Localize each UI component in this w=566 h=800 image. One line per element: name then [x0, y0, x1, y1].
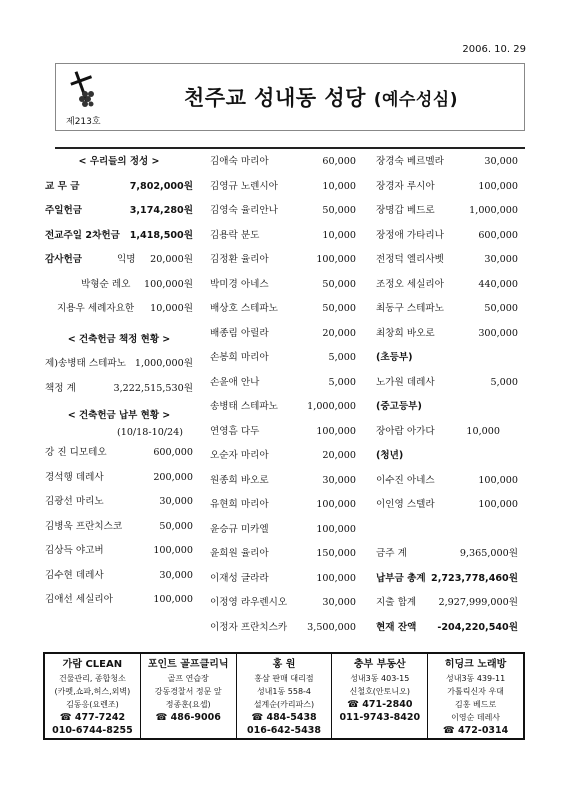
bulletin-header: [55, 63, 525, 131]
build-pay-row: 유현희 마리아 100,000: [210, 499, 356, 510]
build-pay-row: 전정덕 엘리사벳 30,000: [376, 254, 518, 265]
build-pay-row: 김광선 마리노 30,000: [45, 496, 193, 507]
build-pay-row: 연영흠 다두 100,000: [210, 425, 356, 437]
issue-number: 제213호: [66, 117, 101, 127]
build-pay-row: 김용락 분도 10,000: [210, 229, 356, 241]
total-row-paid: 납부금 총계 2,723,778,460원: [376, 572, 518, 584]
build-pay-row: 박미경 아네스 50,000: [210, 278, 356, 290]
header-divider: [55, 147, 525, 149]
column-offerings: [45, 150, 193, 613]
cross-grape-logo-icon: [65, 70, 99, 110]
ad-hongwon: 홍 원 홍삼 판매 대리점 성내1동 558-4 설계순(카리파스) ☎ 484-5438 016-642-5438: [237, 654, 333, 738]
ad-karaoke: 히딩크 노래방 성내3동 439-11 가톨릭신자 우대 김홍 베드로 이영순 데레사 ☎ 472-0314: [428, 654, 523, 738]
ad-point-golf: 포인트 골프클리닉 골프 연습장 강동경찰서 정문 앞 정종훈(요셉) ☎ 486-9006: [141, 654, 237, 738]
spacer: [376, 518, 518, 543]
sponsor-ads: [43, 652, 525, 740]
build-pay-row: 김영숙 율리안나 50,000: [210, 205, 356, 216]
total-row-week: 금주 계 9,365,000원: [376, 548, 518, 559]
title-text: 천주교 성내동 성당: [184, 86, 366, 110]
column-build-pay-continued: [210, 150, 356, 640]
build-pay-row: 장경숙 베르멜라 30,000: [376, 156, 518, 167]
issue-date: 2006. 10. 29: [462, 44, 526, 55]
build-pay-row: 오순자 마리아 20,000: [210, 450, 356, 461]
total-row-spent: 지출 합계 2,927,999,000원: [376, 597, 518, 608]
build-pay-row: 강 진 디모테오 600,000: [45, 447, 193, 458]
page-title: [184, 82, 458, 112]
build-pay-title: < 건축헌금 납부 현황 >: [67, 410, 171, 421]
phone-number: ☎ 471-2840: [347, 699, 413, 710]
build-pay-row: 이정자 프란치스카 3,500,000: [210, 621, 356, 633]
build-status-title: < 건축헌금 책정 현황 >: [67, 333, 171, 345]
build-pay-row: 원종희 바오로 30,000: [210, 474, 356, 486]
thanks-row: 감사헌금 익명 20,000원: [45, 254, 193, 265]
ad-realty: 충부 부동산 성내3동 403-15 신철호(안토니오) ☎ 471-2840 011-9743-8420: [332, 654, 428, 738]
subtitle-text: (예수성심): [373, 90, 458, 110]
phone-number: 011-9743-8420: [339, 712, 421, 723]
thanks-row: 지용우 세례자요한 10,000원: [57, 303, 193, 314]
phone-number: ☎ 472-0314: [442, 725, 509, 736]
column-build-pay-totals: [376, 150, 518, 640]
build-pay-row: 윤승규 미카엘 100,000: [210, 523, 356, 535]
build-pay-row: 윤희원 율리아 150,000: [210, 548, 356, 559]
build-status-row: 책정 계 3,222,515,530원: [45, 382, 193, 394]
build-pay-row: 김병욱 프란치스코 50,000: [45, 520, 193, 532]
build-pay-row: 장명갑 베드로 1,000,000: [376, 205, 518, 216]
offering-row: 교 무 금 7,802,000원: [45, 180, 193, 192]
phone-number: ☎ 484-5438: [251, 712, 317, 723]
build-pay-row: 장아람 아가다 10,000: [376, 425, 500, 437]
phone-number: 010-6744-8255: [52, 725, 133, 736]
build-pay-row: 김애숙 마리아 60,000: [210, 156, 356, 167]
thanks-row: 박형순 레오 100,000원: [81, 278, 193, 290]
build-pay-row: 김영규 노렌시아 10,000: [210, 180, 356, 192]
build-pay-row: 장정애 가타리나 600,000: [376, 229, 518, 241]
offering-row: 전교주일 2차헌금 1,418,500원: [45, 229, 193, 241]
build-pay-row: 조정오 세실리아 440,000: [376, 278, 518, 290]
total-row-balance: 현재 잔액 -204,220,540원: [376, 621, 518, 633]
build-pay-row: 경석행 데레사 200,000: [45, 471, 193, 483]
build-pay-row: 김정환 율리아 100,000: [210, 254, 356, 265]
build-pay-row: 이인영 스텔라 100,000: [376, 499, 518, 510]
phone-number: 016-642-5438: [246, 725, 321, 736]
build-pay-row: 이수진 아네스 100,000: [376, 474, 518, 486]
middle-high-section-title: (중고등부): [376, 401, 422, 412]
phone-number: ☎ 486-9006: [155, 712, 221, 723]
build-pay-row: 손봉희 마리아 5,000: [210, 352, 356, 363]
phone-number: ☎ 477-7242: [59, 712, 126, 723]
build-pay-row: 배상호 스테파노 50,000: [210, 303, 356, 314]
build-pay-row: 김애선 세실리아 100,000: [45, 594, 193, 605]
youth-section-title: (청년): [376, 450, 404, 461]
build-pay-row: 김수현 데레사 30,000: [45, 569, 193, 581]
build-pay-row: 노가원 데레사 5,000: [376, 376, 518, 388]
build-pay-row: 이재성 글라라 100,000: [210, 572, 356, 584]
build-status-row: 제)송병태 스테파노 1,000,000원: [45, 358, 193, 369]
offering-row: 주일헌금 3,174,280원: [45, 205, 193, 216]
build-pay-row: 최창희 바오로 300,000: [376, 327, 518, 339]
build-pay-period: (10/18-10/24): [116, 427, 183, 438]
build-pay-row: 손윤애 안나 5,000: [210, 376, 356, 388]
offering-section-title: < 우리들의 정성 >: [78, 156, 160, 167]
build-pay-row: 최동구 스테파노 50,000: [376, 303, 518, 314]
build-pay-row: 장경자 루시아 100,000: [376, 180, 518, 192]
build-pay-row: 이정영 라우렌시오 30,000: [210, 597, 356, 608]
build-pay-row: 송병태 스테파노 1,000,000: [210, 401, 356, 412]
build-pay-row: 배종림 아릴라 20,000: [210, 327, 356, 339]
ad-garam-clean: 가람 CLEAN 건물관리, 종합청소 (카펫,쇼파,허스,외벽) 김동응(요렌조) ☎ 477-7242 010-6744-8255: [45, 654, 141, 738]
build-pay-row: 김상득 야고버 100,000: [45, 545, 193, 556]
elementary-section-title: (초등부): [376, 352, 413, 363]
